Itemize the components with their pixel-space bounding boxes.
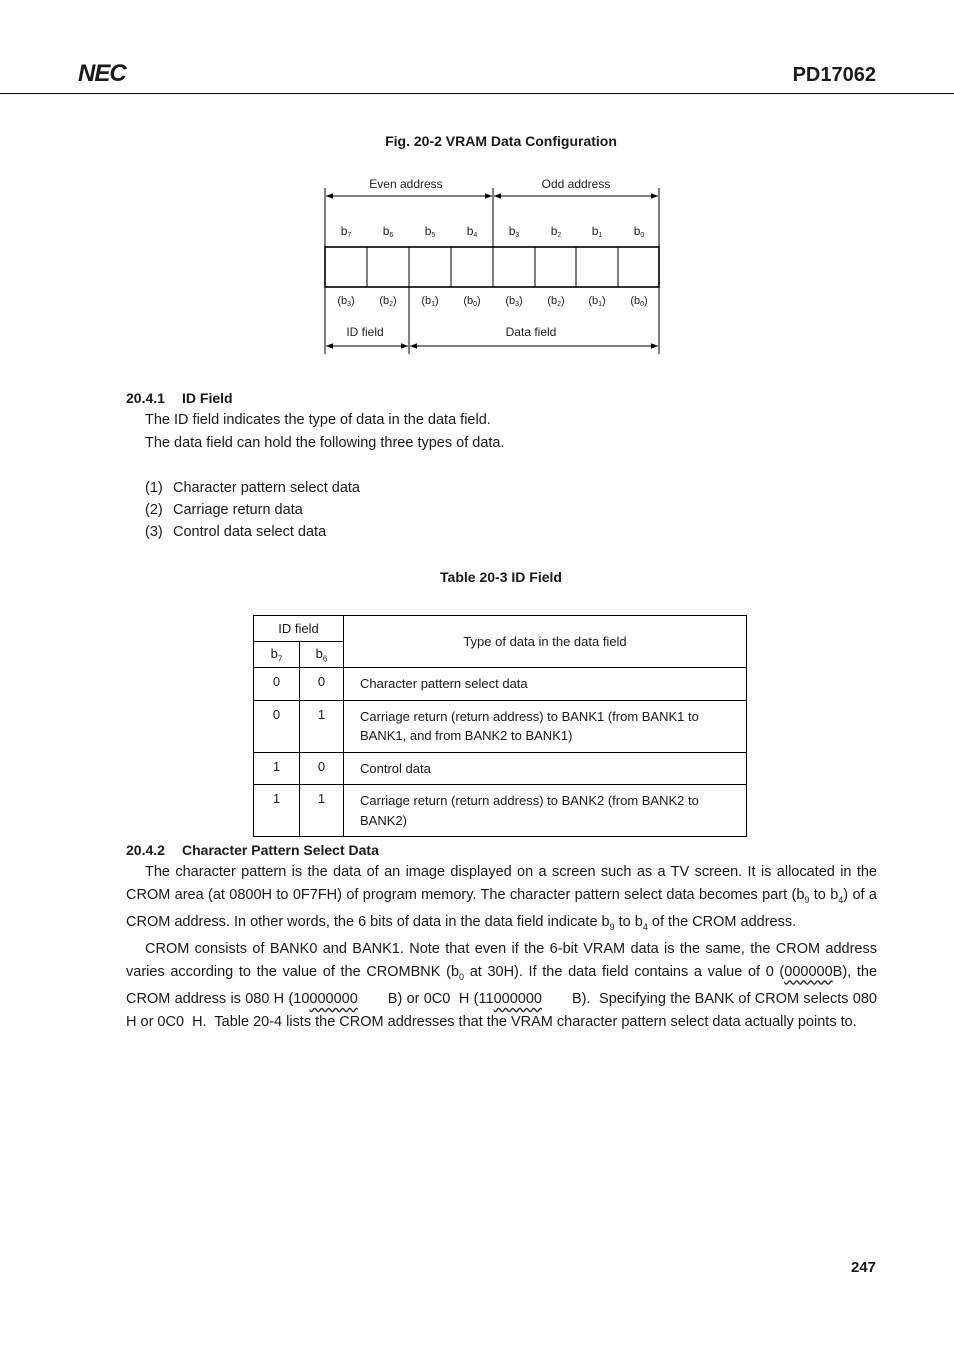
page-number: 247 xyxy=(850,1259,876,1276)
table-row xyxy=(254,785,747,837)
list-number: (3) xyxy=(145,524,163,540)
list-item xyxy=(145,524,326,540)
id-field-table xyxy=(253,615,747,837)
header-type-of-data: Type of data in the data field xyxy=(344,616,747,668)
table-caption: Table 20-3 ID Field xyxy=(440,569,562,585)
sub-bit-label: (b3) xyxy=(337,295,355,308)
section-number: 20.4.2 xyxy=(126,842,165,858)
cell-b6: 0 xyxy=(300,668,344,701)
bit-label: b4 xyxy=(466,224,478,239)
sub-bit-label: (b3) xyxy=(505,295,523,308)
cell-b6: 1 xyxy=(300,700,344,752)
table-row xyxy=(254,752,747,785)
list-number: (2) xyxy=(145,502,163,518)
list-text: Carriage return data xyxy=(173,502,303,518)
cell-b6: 1 xyxy=(300,785,344,837)
paragraph: The data field can hold the following three types of data. xyxy=(145,435,505,451)
bit-label: b5 xyxy=(424,224,436,239)
cell-description: Carriage return (return address) to BANK1 (from BANK1 to BANK1, and from BANK2 to BANK1) xyxy=(344,700,747,752)
bit-label: b1 xyxy=(591,224,603,239)
cell-description: Character pattern select data xyxy=(344,668,747,701)
cell-b7: 1 xyxy=(254,785,300,837)
cell-b7: 0 xyxy=(254,668,300,701)
sub-bit-label: (b1) xyxy=(588,295,606,308)
section-heading-id-field xyxy=(126,390,233,406)
paragraph: The ID field indicates the type of data in the data field. xyxy=(145,412,491,428)
header-b6: $b_6$ xyxy=(300,642,344,668)
list-item xyxy=(145,502,303,518)
paragraph: The character pattern is the data of an image displayed on a screen such as a TV screen. It is allocated in the CROM area (at 0800H to 0F7FH) of program memory. The character pattern select data becomes part ($b_9$ to $b_4$) of a CROM address. In other words, the 6 bits of data in the data field indicate $b_9$ to $b_4$ of the CROM address. xyxy=(126,864,877,932)
data-field-label: Data field xyxy=(505,325,557,339)
bit-label: b2 xyxy=(550,224,562,239)
bit-label: b0 xyxy=(633,224,645,239)
sub-bit-label: (b1) xyxy=(421,295,439,308)
bit-register-box xyxy=(325,247,659,287)
odd-address-label: Odd address xyxy=(541,177,611,191)
cell-description: Control data xyxy=(344,752,747,785)
table-header-row xyxy=(254,616,747,642)
sub-bit-label: (b0) xyxy=(463,295,481,308)
list-number: (1) xyxy=(145,480,163,496)
header-id-field: ID field xyxy=(254,616,344,642)
list-item xyxy=(145,480,360,496)
vram-data-configuration-diagram xyxy=(318,172,668,362)
sub-bit-label: (b2) xyxy=(379,295,397,308)
header-rule xyxy=(0,93,954,94)
bit-label: b6 xyxy=(382,224,394,239)
cell-description: Carriage return (return address) to BANK2 (from BANK2 to BANK2) xyxy=(344,785,747,837)
paragraph: CROM consists of BANK0 and BANK1. Note that even if the 6-bit VRAM data is the same, the CROM address varies according to the value of the CROMBNK ($b_0$ at 30H). If the data field contains a value of 0 (000000B), the CROM address is 080 H (10000000 B) or 0C0 H (11000000 B). Specifying the BANK of CROM selects 080 H or 0C0 H. Table 20-4 lists the CROM addresses that the VRAM character pattern select data actually points to. xyxy=(126,941,886,1030)
section-number: 20.4.1 xyxy=(126,390,165,406)
section-heading-character-pattern xyxy=(126,842,379,858)
cell-b6: 0 xyxy=(300,752,344,785)
table-row xyxy=(254,700,747,752)
list-text: Control data select data xyxy=(173,524,327,540)
sub-bit-label: (b0) xyxy=(630,295,648,308)
list-text: Character pattern select data xyxy=(173,480,360,496)
bit-label: b3 xyxy=(508,224,520,239)
bit-label: b7 xyxy=(340,224,352,239)
section-title: Character Pattern Select Data xyxy=(182,842,379,858)
section-title: ID Field xyxy=(182,390,233,406)
figure-caption: Fig. 20-2 VRAM Data Configuration xyxy=(385,133,617,149)
document-id: PD17062 xyxy=(792,64,876,86)
cell-b7: 1 xyxy=(254,752,300,785)
sub-bit-label: (b2) xyxy=(547,295,565,308)
section-body xyxy=(126,861,886,1033)
nec-logo: NEC xyxy=(78,60,126,87)
table-row xyxy=(254,668,747,701)
cell-b7: 0 xyxy=(254,700,300,752)
id-field-label: ID field xyxy=(346,325,384,339)
even-address-label: Even address xyxy=(369,177,443,191)
header-b7: $b_7$ xyxy=(254,642,300,668)
